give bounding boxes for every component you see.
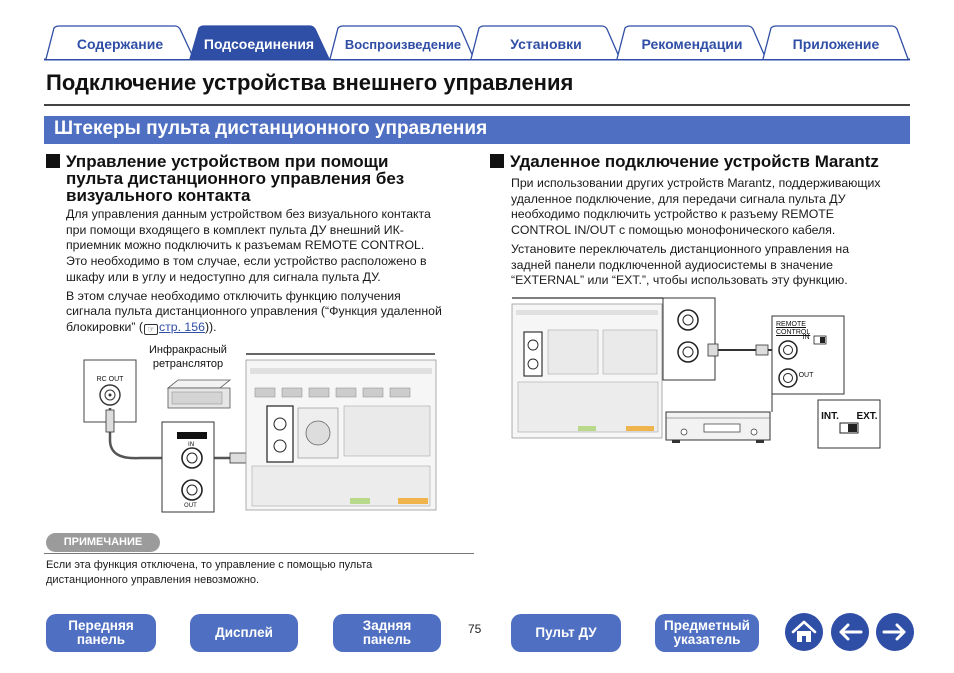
text-line: при помощи входящего в комплект пульта ДУ внешний ИК- <box>66 222 404 237</box>
in-label: IN <box>802 334 810 341</box>
right-paragraph-1 <box>511 176 911 239</box>
marantz-cd-player <box>666 412 770 443</box>
left-paragraph-2 <box>66 289 476 336</box>
left-subheading <box>46 153 466 204</box>
tab-settings[interactable]: Установки <box>510 36 582 52</box>
page-156-link[interactable]: стр. 156 <box>158 319 205 334</box>
text-line: необходимо подключить устройство к разъему REMOTE <box>511 207 834 222</box>
reference-page-icon: ☞ <box>144 324 158 335</box>
arrow-left-icon <box>837 622 863 642</box>
text-fragment: блокировки” ( <box>66 319 143 334</box>
bullet-square-icon <box>46 154 60 168</box>
tab-appendix[interactable]: Приложение <box>792 36 880 52</box>
text-line: Это необходимо в том случае, если устройство расположено в <box>66 254 427 269</box>
ir-repeater-device <box>168 380 230 408</box>
remote-control-label: REMOTE CONTROL <box>776 321 811 336</box>
int-ext-switch-zoom <box>818 400 880 448</box>
bullet-square-icon <box>490 154 504 168</box>
front-panel-button[interactable]: Передняя панель <box>46 614 156 652</box>
remote-control-button[interactable]: Пульт ДУ <box>511 614 621 652</box>
remote-jack-zoom <box>663 298 715 380</box>
text-line: задней панели подключенной аудиосистемы в значение <box>511 257 833 272</box>
title-divider <box>44 104 910 106</box>
display-button[interactable]: Дисплей <box>190 614 298 652</box>
section-title: Штекеры пульта дистанционного управления <box>44 116 910 144</box>
ir-repeater-label <box>136 343 240 371</box>
right-subheading <box>490 153 910 170</box>
note-badge: ПРИМЕЧАНИЕ <box>46 533 160 552</box>
tab-connections[interactable]: Подсоединения <box>203 36 315 52</box>
home-icon <box>791 620 817 644</box>
tab-playback[interactable]: Воспроизведение <box>344 36 462 52</box>
text-line: “EXTERNAL” или “EXT.”, чтобы использовать эту функцию. <box>511 273 848 288</box>
tab-contents[interactable]: Содержание <box>76 36 164 52</box>
receiver-rear-panel <box>512 298 663 438</box>
text-line: При использовании других устройств Marantz, поддерживающих <box>511 176 881 190</box>
tab-tips[interactable]: Рекомендации <box>641 36 743 52</box>
text-line: шкафу или в углу и недоступно для сигнала пульта ДУ. <box>66 269 381 284</box>
left-subheading-line-2: пульта дистанционного управления без <box>66 169 405 188</box>
text-line: CONTROL IN/OUT с помощью монофонического кабеля. <box>511 223 836 238</box>
left-body-text <box>66 207 476 339</box>
svg-text:OUT: OUT <box>184 502 197 509</box>
svg-text:IN: IN <box>188 441 195 448</box>
index-button[interactable]: Предметный указатель <box>655 614 759 652</box>
note-line: Если эта функция отключена, то управление с помощью пульта <box>46 559 373 571</box>
right-paragraph-2 <box>511 242 911 289</box>
label-line: Инфракрасный <box>149 344 227 356</box>
int-label: INT. <box>821 411 839 422</box>
page-title: Подключение устройства внешнего управления <box>46 70 574 95</box>
next-page-button[interactable] <box>876 613 914 651</box>
label-line: ретранслятор <box>152 358 224 370</box>
left-subheading-line-3: визуального контакта <box>66 186 251 205</box>
note-divider <box>44 553 474 554</box>
right-subheading-text: Удаленное подключение устройств Marantz <box>510 152 879 171</box>
ir-repeater-diagram <box>80 340 440 525</box>
note-text <box>46 558 466 587</box>
right-body-text <box>511 176 911 292</box>
left-subheading-line-1: Управление устройством при помощи <box>66 152 389 171</box>
left-paragraph-1 <box>66 207 476 286</box>
marantz-link-diagram <box>508 290 908 475</box>
rear-panel-button[interactable]: Задняя панель <box>333 614 441 652</box>
previous-page-button[interactable] <box>831 613 869 651</box>
note-line: дистанционного управления невозможно. <box>46 573 260 586</box>
text-line <box>66 320 476 336</box>
text-fragment: )). <box>204 319 217 334</box>
ext-label: EXT. <box>856 411 878 422</box>
ir-repeater-illustration <box>80 340 440 525</box>
arrow-right-icon <box>882 622 908 642</box>
home-button[interactable] <box>785 613 823 651</box>
text-line: Для управления данным устройством без визуального контакта <box>66 207 431 221</box>
text-line: Установите переключатель дистанционного управления на <box>511 241 850 256</box>
text-line: удаленное подключение, для передачи сигнала пульта ДУ <box>511 191 846 206</box>
text-line: сигнала пульта дистанционного управления (“Функция удаленной <box>66 304 442 319</box>
text-line: приемник можно подключить к разъемам REMOTE CONTROL. <box>66 238 425 253</box>
remote-jack-zoom <box>162 422 214 512</box>
receiver-rear-panel <box>246 354 436 510</box>
top-tab-bar <box>44 24 910 62</box>
marantz-link-illustration <box>508 290 908 475</box>
text-line: В этом случае необходимо отключить функцию получения <box>66 288 401 303</box>
rc-out-label: RC OUT <box>96 376 124 383</box>
page-number: 75 <box>468 622 482 636</box>
out-label: OUT <box>798 372 814 379</box>
